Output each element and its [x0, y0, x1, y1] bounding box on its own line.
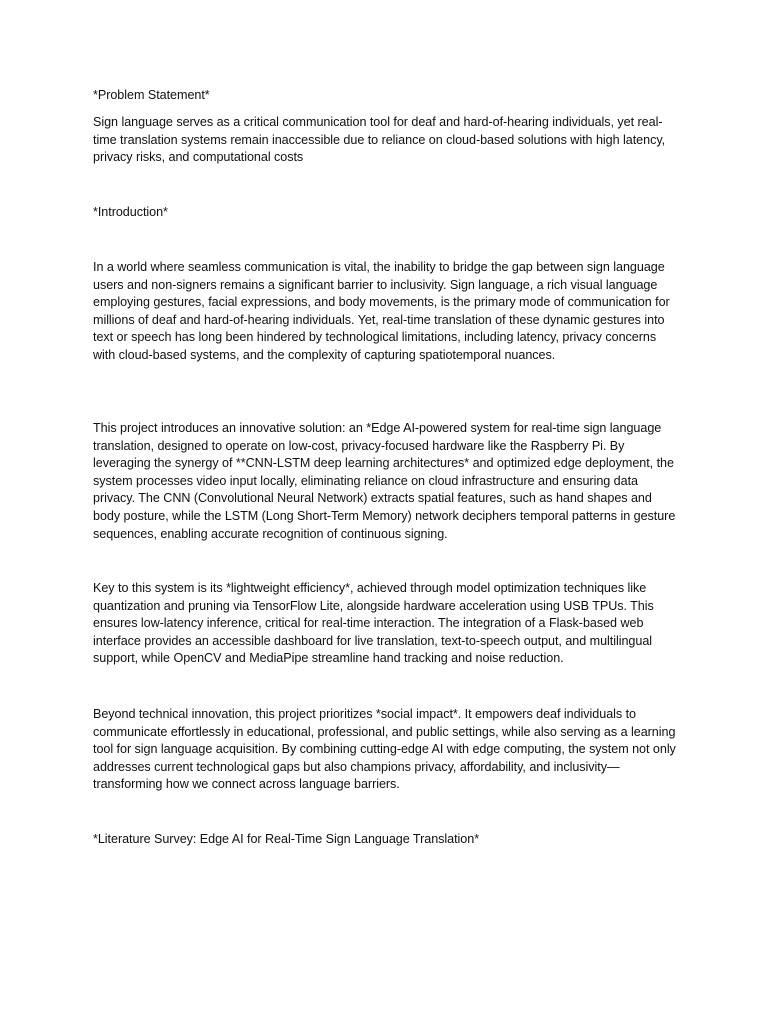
- introduction-heading: *Introduction*: [93, 205, 168, 219]
- introduction-paragraph-3: Key to this system is its *lightweight efficiency*, achieved through model optimization techniques like quantization and pruning via TensorFlow Lite, alongside hardware acceleration using USB TPUs. This ensures low-latency inference, critical for real-time interaction. The integration of a Flask-based web interface provides an accessible dashboard for live translation, text-to-speech output, and multilingual support, while OpenCV and MediaPipe streamline hand tracking and noise reduction.: [93, 581, 654, 666]
- introduction-paragraph-2: This project introduces an innovative solution: an *Edge AI-powered system for real-time sign language translation, designed to operate on low-cost, privacy-focused hardware like the Raspberry Pi. By leveraging the synergy of **CNN-LSTM deep learning architectures* and optimized edge deployment, the system processes video input locally, eliminating reliance on cloud infrastructure and ensuring data privacy. The CNN (Convolutional Neural Network) extracts spatial features, such as hand shapes and body posture, while the LSTM (Long Short-Term Memory) network deciphers temporal patterns in gesture sequences, enabling accurate recognition of continuous signing.: [93, 421, 676, 541]
- introduction-paragraph-1: In a world where seamless communication is vital, the inability to bridge the gap between sign language users and non-signers remains a significant barrier to inclusivity. Sign language, a rich visual language employing gestures, facial expressions, and body movements, is the primary mode of communication for millions of deaf and hard-of-hearing individuals. Yet, real-time translation of these dynamic gestures into text or speech has long been hindered by technological limitations, including latency, privacy concerns with cloud-based systems, and the complexity of capturing spatiotemporal nuances.: [93, 260, 670, 362]
- introduction-paragraph-4: Beyond technical innovation, this project prioritizes *social impact*. It empowers deaf individuals to communicate effortlessly in educational, professional, and public settings, while also serving as a learning tool for sign language acquisition. By combining cutting-edge AI with edge computing, the system not only addresses current technological gaps but also champions privacy, affordability, and inclusivity—transforming how we connect across language barriers.: [93, 707, 676, 792]
- literature-survey-heading: *Literature Survey: Edge AI for Real-Time Sign Language Translation*: [93, 832, 480, 846]
- problem-statement-heading: *Problem Statement*: [93, 88, 210, 102]
- problem-statement-text: Sign language serves as a critical communication tool for deaf and hard-of-hearing individuals, yet real-time translation systems remain inaccessible due to reliance on cloud-based solutions with high latency, privacy risks, and computational costs: [93, 115, 666, 165]
